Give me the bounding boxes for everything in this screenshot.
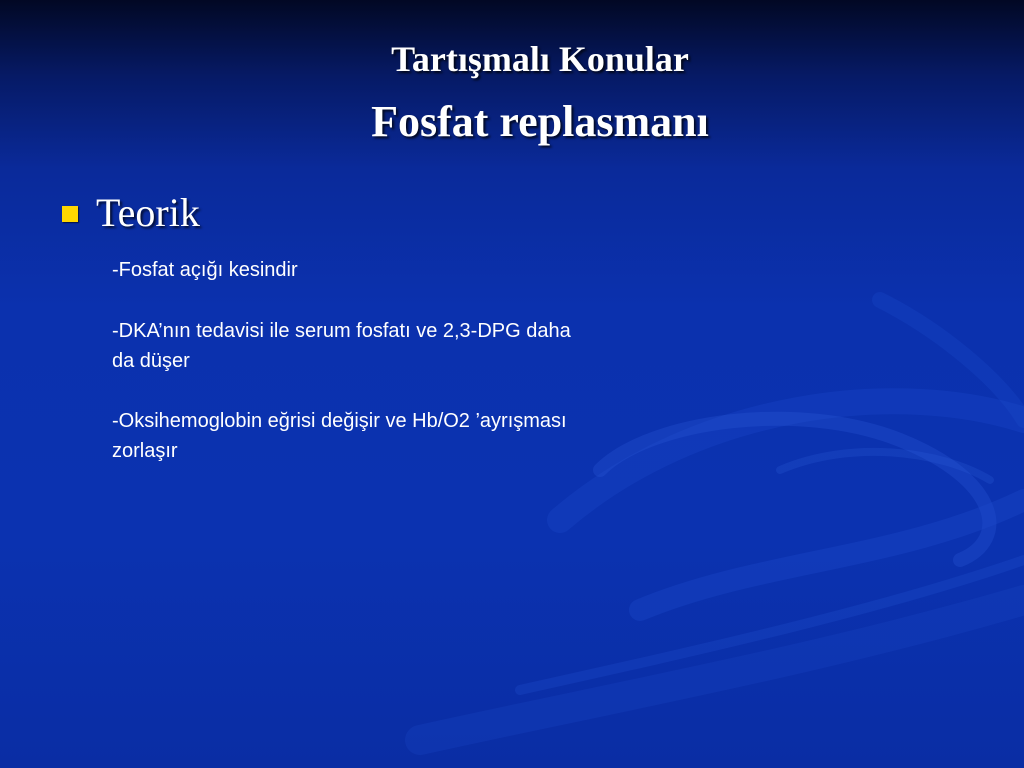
swirl-band <box>420 600 1024 740</box>
bullet-label: Teorik <box>96 190 200 235</box>
paragraph-dka-treatment: -DKA’nın tedavisi ile serum fosfatı ve 2,3-DPG daha da düşer <box>112 320 571 372</box>
paragraph-phosphate-deficit: -Fosfat açığı kesindir <box>112 259 298 281</box>
paragraph-oxyhemoglobin-curve: -Oksihemoglobin eğrisi değişir ve Hb/O2 ’ayrışması zorlaşır <box>112 410 567 462</box>
square-bullet-icon <box>62 206 78 222</box>
slide-subtitle: Fosfat replasmanı <box>371 97 709 146</box>
slide-title: Tartışmalı Konular <box>391 39 689 79</box>
bullet-item <box>62 188 200 238</box>
